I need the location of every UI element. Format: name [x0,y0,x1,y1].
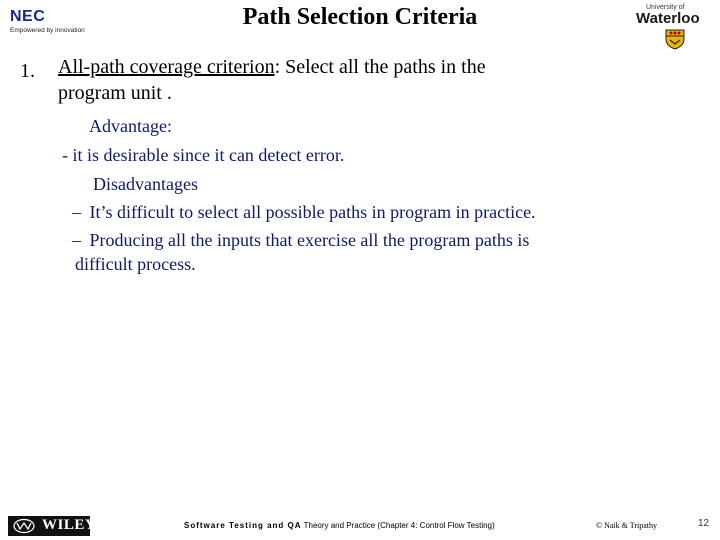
disadvantage-bullet-2 [72,230,529,251]
slide-title: Path Selection Criteria [242,4,478,30]
footer-book-rest: Theory and Practice (Chapter 4: Control Flow Testing) [301,521,495,530]
item-term: All-path coverage criterion [58,56,275,78]
bullet-dash: – [72,230,81,250]
item-number: 1. [20,60,35,82]
nec-logo-word: NEC [10,8,46,25]
nec-logo-tagline: Empowered by innovation [10,27,85,34]
page-number: 12 [698,518,710,529]
item-line-2: program unit . [58,82,172,104]
advantage-heading: Advantage: [89,116,172,136]
wiley-logo [8,516,97,536]
item-line-1-rest: : Select all the paths in the [274,56,486,78]
waterloo-logo-big: Waterloo [636,10,700,27]
waterloo-logo-small: University of [646,4,685,11]
disadvantage-bullet-1 [72,202,536,223]
wiley-logo-text: WILEY [42,517,97,533]
disadvantage-bullet-2-continuation: difficult process. [75,254,196,274]
bullet-text: It’s difficult to select all possible paths in program in practice. [89,202,536,222]
waterloo-crest-icon [664,28,686,50]
advantage-text: - it is desirable since it can detect error. [62,145,345,165]
bullet-dash: – [72,202,81,222]
footer-book-title [184,521,495,530]
waterloo-logo [632,4,718,50]
footer-copyright: © Naik & Tripathy [596,521,657,530]
item-line-1 [58,56,486,79]
bullet-text: Producing all the inputs that exercise all the program paths is [89,230,530,250]
disadvantage-heading: Disadvantages [93,174,198,194]
footer-book-bold: Software Testing and QA [184,521,302,530]
wiley-emblem-icon [12,518,36,534]
